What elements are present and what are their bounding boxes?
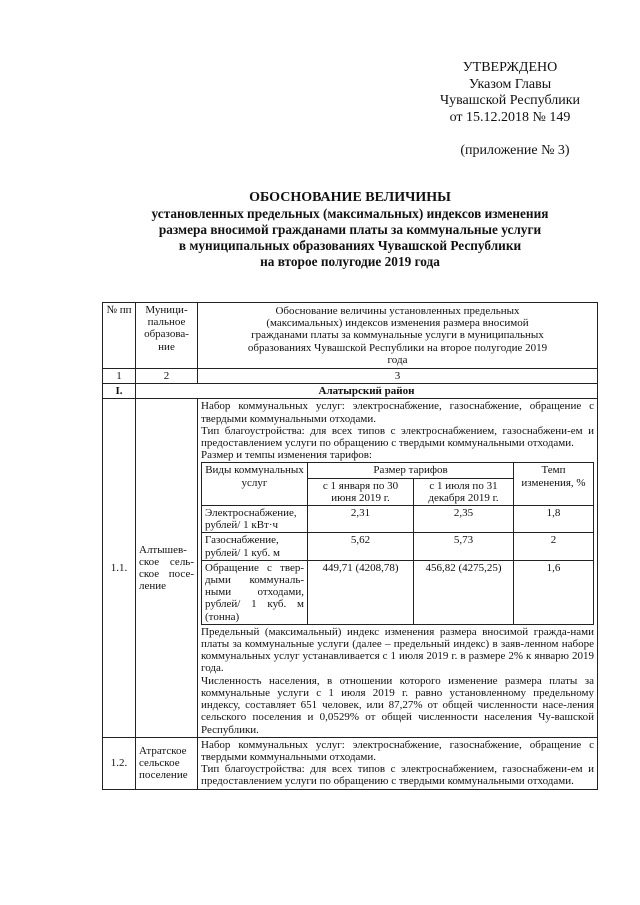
tariff-head-kind: Виды коммунальных услуг bbox=[202, 463, 308, 506]
tariff-service: Газоснабжение, рублей/ 1 куб. м bbox=[202, 533, 308, 560]
document-title bbox=[110, 190, 590, 270]
index-text: Предельный (максимальный) индекс изменения размера вносимой гражда-нами платы за коммунальные услуги (далее – предельный индекс) в заяв-ленном наборе коммунальных услуг устанавливается с 1 июля 2019 г. в размере 2% к январю 2019 года. bbox=[201, 625, 594, 675]
improvement-type-text: Тип благоустройства: для всех типов с электроснабжением, газоснабжени-ем и предоставлением услуги по обращению с твердыми коммунальными отходами. bbox=[201, 424, 594, 450]
table-row bbox=[103, 399, 598, 737]
header-justification: Обоснование величины установленных предельных (максимальных) индексов изменения размера вносимой гражданами платы за коммунальные услуги в муниципальных образованиях Чувашской Республики на второе полугодие 2019 года bbox=[198, 303, 598, 369]
table-header-row bbox=[103, 303, 598, 369]
title-line-5: на второе полугодие 2019 года bbox=[260, 254, 440, 269]
tariff-row bbox=[202, 533, 594, 560]
approval-block bbox=[420, 60, 600, 126]
tariff-rate: 2 bbox=[514, 533, 594, 560]
row-number: 1.2. bbox=[103, 737, 136, 789]
table-row bbox=[103, 737, 598, 789]
row-municipality: Атратское сельское поселение bbox=[136, 737, 198, 789]
approval-date: от 15.12.2018 № 149 bbox=[449, 109, 571, 125]
row-municipality: Алтышев-ское сель-ское посе-ление bbox=[136, 399, 198, 737]
tariff-table bbox=[201, 462, 594, 624]
tariff-value-2: 456,82 (4275,25) bbox=[414, 560, 514, 624]
tariff-service: Электроснабжение, рублей/ 1 кВт·ч bbox=[202, 506, 308, 533]
region-number: I. bbox=[103, 384, 136, 399]
title-line-3: размера вносимой гражданами платы за коммунальные услуги bbox=[158, 222, 542, 237]
appendix-label: (приложение № 3) bbox=[460, 143, 570, 158]
tariff-value-1: 2,31 bbox=[308, 506, 414, 533]
approval-authority: Чувашской Республики bbox=[439, 93, 581, 108]
region-name: Алатырский район bbox=[136, 384, 598, 399]
justification-table bbox=[102, 302, 598, 790]
improvement-type-text: Тип благоустройства: для всех типов с электроснабжением, газоснабжени-ем и предоставлением услуги по обращению с твердыми коммунальными отходами. bbox=[201, 763, 594, 788]
services-set-text: Набор коммунальных услуг: электроснабжение, газоснабжение, обращение с твердыми коммунальными отходами. bbox=[201, 738, 594, 763]
tariff-value-1: 449,71 (4208,78) bbox=[308, 560, 414, 624]
tariff-head-period-2: с 1 июля по 31 декабря 2019 г. bbox=[414, 478, 514, 505]
services-set-text: Набор коммунальных услуг: электроснабжение, газоснабжение, обращение с твердыми коммунальными отходами. bbox=[201, 400, 594, 425]
column-number-row bbox=[103, 369, 598, 384]
tariff-header-row bbox=[202, 463, 594, 478]
tariff-value-1: 5,62 bbox=[308, 533, 414, 560]
column-number: 2 bbox=[136, 369, 198, 384]
tariff-row bbox=[202, 560, 594, 624]
population-text: Численность населения, в отношении которого изменение размера платы за коммунальные услуги с 1 июля 2019 г. равно установленному предельному индексу, составляет 651 человек, или 87,27% от общей численности насе-ления сельского поселения и 0,0529% от общей численности населения Чу-вашской Республики. bbox=[201, 674, 594, 736]
tariff-head-rate: Темп изменения, % bbox=[514, 463, 594, 506]
title-line-2: установленных предельных (максимальных) индексов изменения bbox=[151, 206, 549, 221]
tariff-rate: 1,6 bbox=[514, 560, 594, 624]
title-line-4: в муниципальных образованиях Чувашской Республики bbox=[178, 238, 522, 253]
approval-decree: Указом Главы bbox=[468, 76, 552, 92]
tariff-head-size: Размер тарифов bbox=[308, 463, 514, 478]
tariffs-caption: Размер и темпы изменения тарифов: bbox=[201, 449, 372, 462]
header-number: № пп bbox=[103, 303, 136, 369]
column-number: 1 bbox=[103, 369, 136, 384]
row-number: 1.1. bbox=[103, 399, 136, 737]
tariff-value-2: 5,73 bbox=[414, 533, 514, 560]
tariff-head-period-1: с 1 января по 30 июня 2019 г. bbox=[308, 478, 414, 505]
header-municipality: Муници-пальное образова-ние bbox=[136, 303, 198, 369]
column-number: 3 bbox=[198, 369, 598, 384]
title-line-1: ОБОСНОВАНИЕ ВЕЛИЧИНЫ bbox=[249, 190, 451, 205]
row-justification bbox=[198, 399, 598, 737]
approval-status: УТВЕРЖДЕНО bbox=[462, 60, 558, 75]
tariff-row bbox=[202, 506, 594, 533]
region-row bbox=[103, 384, 598, 399]
tariff-service: Обращение с твер-дыми коммуналь-ными отходами, рублей/ 1 куб. м (тонна) bbox=[202, 560, 308, 624]
tariff-rate: 1,8 bbox=[514, 506, 594, 533]
row-justification bbox=[198, 737, 598, 789]
tariff-value-2: 2,35 bbox=[414, 506, 514, 533]
